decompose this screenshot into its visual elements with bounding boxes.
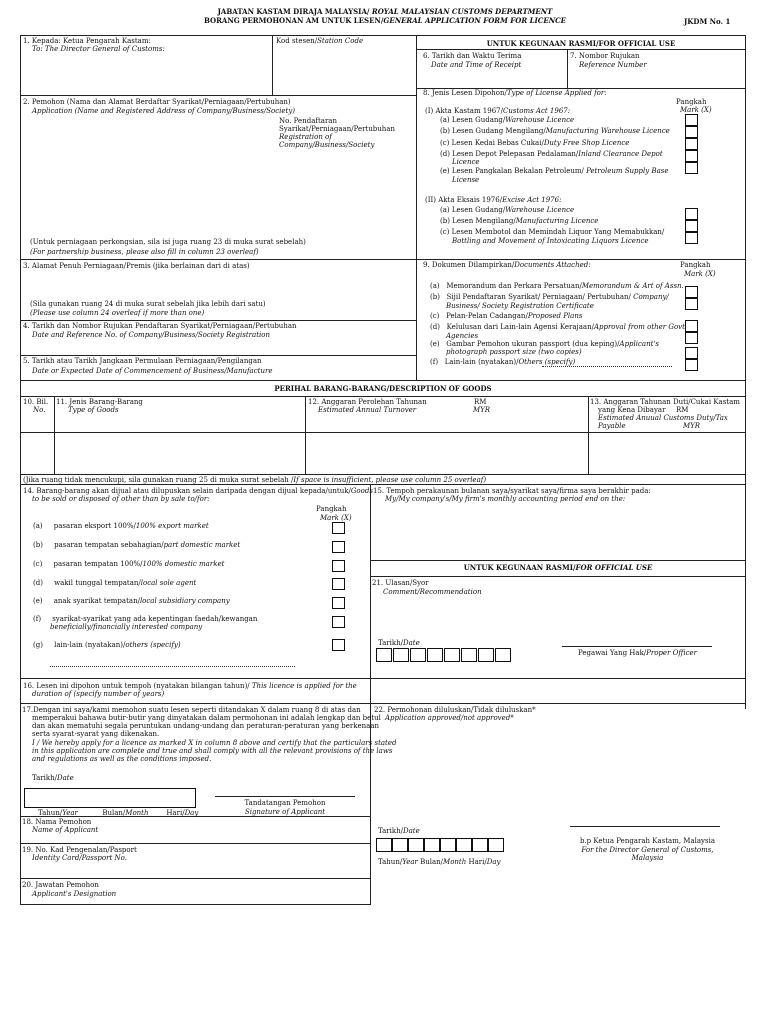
s22-signature-line[interactable] [570, 826, 720, 827]
s8-g2-b-en: Manufacturing Licence [515, 217, 599, 225]
s14-c-en: 100% domestic market [142, 560, 225, 568]
s14-ms: 14. Barang-barang akan dijual atau dilupuskan selain daripada dengan dijual kepada/untuk/ [23, 487, 351, 495]
s14-d-key: (d) [33, 579, 43, 587]
s17-year-en: Year [62, 809, 78, 817]
s8-g2-c-2: Bottling and Movement of Intoxicating Liquors Licence [452, 237, 649, 245]
s8-g1-en: Customs Act 1967: [502, 107, 571, 115]
s9-d-key: (d) [430, 323, 440, 331]
col-13-label-b: yang Kena Dibayar [598, 406, 666, 414]
s8-en: Type of License Applied for: [506, 89, 607, 97]
s21-date-en: Date [403, 639, 420, 647]
goods-overflow-ms: (Jika ruang tidak mencukupi, sila gunakan ruang 25 di muka surat sebelah / [23, 476, 294, 484]
s15-input-area[interactable] [372, 505, 744, 559]
s9-item-e-2: photograph passport size (two copies) [446, 348, 582, 356]
title2-en: GENERAL APPLICATION FORM FOR LICENCE [383, 16, 567, 25]
station-code-input[interactable] [274, 47, 414, 93]
goods-cell-turnover[interactable] [306, 433, 588, 474]
s8-g2-a-en: Warehouse Licence [505, 206, 575, 214]
col-11-label: 11. Jenis Barang-Barang [56, 398, 143, 406]
s6-label-en: Date and Time of Receipt [431, 61, 522, 69]
s19-label-en: Identity Card/Passport No. [32, 854, 127, 862]
s9-a-en: Memorandum & Art of Assn. [581, 282, 684, 290]
s14-g-en: others (specify) [125, 641, 181, 649]
s9-checkbox-c[interactable] [685, 320, 698, 332]
s14-a-ms: pasaran eksport 100%/ [53, 522, 136, 530]
s22-day-en: Day [486, 858, 501, 866]
s15-label-en: My/My company's/My firm's monthly accounting period end on the: [385, 495, 626, 503]
s8-g1-checkbox-e[interactable] [685, 162, 698, 174]
s21-date [378, 639, 420, 648]
s21-officer-ms: Pegawai Yang Hak/ [578, 649, 647, 657]
s21-label-en: Comment/Recommendation [383, 588, 482, 596]
s22-date-cells [376, 838, 516, 854]
s17-signature-label: Tandatangan Pemohon [244, 799, 326, 807]
s8-g1-b-en: Manufacturing Warehouse Licence [545, 127, 670, 135]
s9-a-key: (a) [430, 282, 440, 290]
s17-day: Hari/ [166, 809, 185, 817]
s14-item-e [33, 597, 230, 606]
s22-date [378, 827, 420, 836]
s19-input[interactable] [140, 845, 368, 877]
s21-officer [578, 649, 697, 658]
s22-date-cell-2[interactable] [392, 838, 408, 852]
s8-g2-checkbox-a[interactable] [685, 208, 698, 220]
s21-label: 21. Ulasan/Syor [372, 579, 429, 587]
goods-cell-type[interactable] [55, 433, 305, 474]
goods-overflow-note [23, 476, 486, 485]
s8-g2-c-ms: (c) Lesen Membotol dan Memindah Liquor Yang Memabukkan/ [440, 228, 665, 236]
s17-line-4: serta syarat-syarat yang dikenakan. [32, 730, 160, 738]
s8-g1-a [440, 116, 574, 125]
s9-c-ms: Pelan-Pelan Cadangan/ [446, 312, 528, 320]
s3-note: (Sila gunakan ruang 24 di muka surat sebelah jika lebih dari satu) [30, 300, 266, 308]
s14-c-key: (c) [33, 560, 43, 568]
s8-group2 [425, 196, 561, 205]
s18-label-en: Name of Applicant [32, 826, 99, 834]
s14-d-ms: wakil tunggal tempatan/ [54, 579, 141, 587]
s6-label: 6. Tarikh dan Waktu Terima [423, 52, 522, 60]
s4-label-en: Date and Reference No. of Company/Business/Society Registration [32, 331, 270, 339]
s9-mark: Pangkah [680, 261, 711, 269]
s14-c-ms: pasaran tempatan 100%/ [53, 560, 143, 568]
s14-label-en: to be sold or disposed of other than by sale to/for: [32, 495, 210, 503]
s22-date-cell-6[interactable] [456, 838, 472, 852]
s1-input-area[interactable] [22, 55, 270, 93]
s4-label: 4. Tarikh dan Nombor Rujukan Pendaftaran Syarikat/Perniagaan/Pertubuhan [23, 322, 297, 330]
s20-input[interactable] [140, 880, 368, 903]
s9-item-b [430, 293, 669, 302]
s9-item-d-2: Agencies [446, 332, 479, 340]
goods-cell-no[interactable] [21, 433, 54, 474]
s14-checkbox-a[interactable] [332, 522, 345, 534]
s14-f-ms: syarikat-syarikat yang ada kepentingan faedah/kewangan [52, 615, 258, 623]
s22-date-parts [378, 858, 500, 867]
goods-cell-duty[interactable] [589, 433, 745, 474]
s2-label-en: Application (Name and Registered Address of Company/Business/Society) [32, 107, 296, 115]
station-code-label [276, 37, 363, 46]
s8-g1-e-ms: (e) Lesen Pangkalan Bekalan Petroleum/ [440, 167, 587, 175]
s8-group1 [425, 107, 570, 116]
col-12-label: 12. Anggaran Perolehan Tahunan [308, 398, 427, 406]
s3-label: 3. Alamat Penuh Perniagaan/Premis (jika berlainan dari di atas) [23, 262, 250, 270]
s14-a-key: (a) [33, 522, 43, 530]
s14-mark-en: Mark (X) [320, 514, 352, 522]
col-13-label-a: 13. Anggaran Tahunan Duti/Cukai Kastam [590, 398, 740, 406]
s16-label-en2: duration of (specify number of years) [32, 690, 165, 698]
s8-ms: 8. Jenis Lesen Dipohon/ [423, 89, 507, 97]
s16-ms: 16. Lesen ini dipohon untuk tempoh (nyatakan bilangan tahun)/ [23, 682, 252, 690]
s8-g2-b [440, 217, 598, 226]
s17-line-en-3: and regulations as well as the conditions imposed. [32, 755, 212, 763]
s14-item-g [33, 641, 181, 650]
s17-line-2: memperakui bahawa butir-butir yang dinyatakan dalam permohonan ini adalah lengkap dan betul [32, 714, 381, 722]
station-ms: Kod stesen/ [276, 37, 318, 45]
s22-date-cell-4[interactable] [424, 838, 440, 852]
s21-date-cell-3[interactable] [410, 648, 426, 662]
s8-g2-b-ms: (b) Lesen Mengilang/ [440, 217, 516, 225]
s22-month-en: Month [443, 858, 467, 866]
col-13-rm: RM [676, 406, 689, 414]
s9-f-ms: Lain-lain (nyatakan)/ [444, 358, 519, 366]
title-ms: JABATAN KASTAM DIRAJA MALAYSIA/ [217, 7, 372, 16]
s9-e-en: Applicant's [619, 340, 659, 348]
s8-g2-checkbox-c[interactable] [685, 232, 698, 244]
s1-label-en: To: The Director General of Customs: [32, 45, 165, 53]
s14-item-d [33, 579, 196, 588]
s2-reg-2: Syarikat/Perniagaan/Pertubuhan [279, 125, 395, 133]
s8-g1-a-ms: (a) Lesen Gudang/ [440, 116, 506, 124]
s17-date [32, 774, 74, 783]
s17-line-3: dan akan mematuhi segala peruntukan undang-undang dan peraturan-peraturan yang berkenaan [32, 722, 380, 730]
s9-a-ms: Memorandum dan Perkara Persatuan/ [446, 282, 582, 290]
s17-date-box[interactable] [24, 788, 196, 808]
s21-date-cells [376, 648, 536, 664]
s9-item-c [430, 312, 582, 321]
s14-item-c [33, 560, 224, 569]
s17-date-ms: Tarikh/ [32, 774, 57, 782]
s14-item-b [33, 541, 240, 550]
col-10-label-en: No. [33, 406, 46, 414]
s17-month: Bulan/ [102, 809, 126, 817]
s20-label: 20. Jawatan Pemohon [22, 881, 99, 889]
s9-b-ms: Sijil Pendaftaran Syarikat/ Perniagaan/ Pertubuhan/ [446, 293, 634, 301]
s14-checkbox-c[interactable] [332, 560, 345, 572]
s22-month: Bulan/ [417, 858, 444, 866]
goods-overflow-en: If space is insufficient, please use column 25 overleaf) [293, 476, 487, 484]
s8-g1-d-en: Inland Clearance Depot [578, 150, 663, 158]
s9-label [423, 261, 591, 270]
s21-date-cell-8[interactable] [495, 648, 511, 662]
s8-g1-d-ms: (d) Lesen Depot Pelepasan Pedalaman/ [440, 150, 579, 158]
s2-label: 2. Pemohon (Nama dan Alamat Berdaftar Syarikat/Perniagaan/Pertubuhan) [23, 98, 291, 106]
goods-title: PERIHAL BARANG-BARANG/DESCRIPTION OF GOODS [274, 384, 492, 393]
s17-signature-label-en: Signature of Applicant [244, 808, 326, 816]
s9-en: Documents Attached: [514, 261, 591, 269]
s14-checkbox-f[interactable] [332, 616, 345, 628]
s8-g1-e-2: License [452, 176, 480, 184]
s14-e-ms: anak syarikat tempatan/ [53, 597, 140, 605]
s8-g1-ms: (I) Akta Kastam 1967/ [425, 107, 503, 115]
s5-label: 5. Tarikh atau Tarikh Jangkaan Permulaan Perniagaan/Pengilangan [23, 357, 262, 365]
s18-label: 18. Nama Pemohon [22, 818, 92, 826]
s14-checkbox-b[interactable] [332, 541, 345, 553]
official-use-title-2 [370, 564, 746, 573]
s2-input-area[interactable] [22, 116, 272, 236]
s14-checkbox-e[interactable] [332, 597, 345, 609]
s9-others-line[interactable] [542, 366, 672, 367]
s14-item-f-2: beneficially/financially interested company [50, 623, 203, 631]
s8-g1-e [440, 167, 668, 176]
s9-b-en: Company/ [633, 293, 669, 301]
s17-month-en: Month [125, 809, 149, 817]
s21-officer-en: Proper Officer [646, 649, 697, 657]
s17-year: Tahun/ [38, 809, 63, 817]
s17-date-parts [38, 809, 198, 818]
s9-b-key: (b) [430, 293, 440, 301]
col-12-myr: MYR [473, 406, 491, 414]
col-13-label-en1: Estimated Anuual Customs Duty/Tax [598, 414, 728, 422]
s22-date-ms: Tarikh/ [378, 827, 403, 835]
s17-date-en: Date [57, 774, 74, 782]
s3-note-en: (Please use column 24 overleaf if more than one) [30, 309, 205, 317]
s8-g1-c-ms: (c) Lesen Kedai Bebas Cukai/ [440, 139, 544, 147]
s9-item-a [430, 282, 684, 291]
s21-date-cell-1[interactable] [376, 648, 392, 662]
s14-checkbox-g[interactable] [332, 639, 345, 651]
s21-date-cell-4[interactable] [427, 648, 443, 662]
s9-d-en: Approval from other Govt [593, 323, 685, 331]
s2-note: (Untuk perniagaan perkongsian, sila isi juga ruang 23 di muka surat sebelah) [30, 238, 306, 246]
s8-g1-b-ms: (b) Lesen Gudang Mengilang/ [440, 127, 546, 135]
s14-others-line[interactable] [50, 666, 295, 667]
s8-g1-b [440, 127, 670, 136]
s8-g1-checkbox-d[interactable] [685, 150, 698, 162]
s22-date-cell-1[interactable] [376, 838, 392, 852]
s16-en1: This licence is applied for the [251, 682, 357, 690]
s21-comment-area[interactable] [372, 598, 744, 636]
s9-checkbox-b[interactable] [685, 298, 698, 310]
s17-line-en-1: I / We hereby apply for a licence as marked X in column 8 above and certify that the particulars stated [32, 739, 397, 747]
s17-day-en: Day [184, 809, 199, 817]
s14-b-en: part domestic market [163, 541, 241, 549]
s9-c-key: (c) [430, 312, 440, 320]
s21-date-cell-6[interactable] [461, 648, 477, 662]
s9-c-en: Proposed Plans [527, 312, 583, 320]
title-en: ROYAL MALAYSIAN CUSTOMS DEPARTMENT [371, 7, 553, 16]
s8-mark: Pangkah [676, 98, 707, 106]
s8-g1-c-en: Duty Free Shop Licence [543, 139, 630, 147]
col-12-label-en: Estimated Annual Turnover [318, 406, 417, 414]
s8-label [423, 89, 607, 98]
s8-g1-a-en: Warehouse Licence [505, 116, 575, 124]
s22-bp-en1: For the Director General of Customs, [581, 846, 714, 854]
s21-date-cell-2[interactable] [393, 648, 409, 662]
s1-label: 1. Kepada: Ketua Pengarah Kastam: [23, 37, 151, 45]
s9-checkbox-a[interactable] [685, 286, 698, 298]
s8-g1-d-2: Licence [452, 158, 480, 166]
official-use-title-1: UNTUK KEGUNAAN RASMI/FOR OFFICIAL USE [486, 39, 676, 48]
s22-date-cell-7[interactable] [472, 838, 488, 852]
s8-g2-checkbox-b[interactable] [685, 220, 698, 232]
s9-item-b-2: Business/ Society Registration Certificate [446, 302, 594, 310]
col-11-label-en: Type of Goods [68, 406, 119, 414]
s22-year: Tahun/ [378, 858, 403, 866]
s8-g2-a [440, 206, 574, 215]
s14-mark: Pangkah [316, 505, 347, 513]
s22-date-cell-3[interactable] [408, 838, 424, 852]
col-13-myr: MYR [683, 422, 701, 430]
s8-mark-en: Mark (X) [680, 106, 712, 114]
s22-date-cell-8[interactable] [488, 838, 504, 852]
s14-item-a [33, 522, 209, 531]
s21-date-ms: Tarikh/ [378, 639, 403, 647]
col-12-rm: RM [474, 398, 487, 406]
s22-label-en: Application approved/not approved* [385, 714, 514, 722]
s22-bp-en2: Malaysia [631, 854, 664, 862]
s9-d-ms: Kelulusan dari Lain-lain Agensi Kerajaan/ [446, 323, 594, 331]
s15-label: 15. Tempoh perakaunan bulanan saya/syarikat saya/firma saya berakhir pada: [373, 487, 651, 495]
s9-checkbox-e[interactable] [685, 347, 698, 359]
title2-ms: BORANG PERMOHONAN AM UNTUK LESEN/ [203, 16, 384, 25]
s14-b-key: (b) [33, 541, 43, 549]
s8-g2-en: Excise Act 1976: [502, 196, 562, 204]
s2-reg-3: Registration of [279, 133, 332, 141]
s8-g2-a-ms: (a) Lesen Gudang/ [440, 206, 506, 214]
s20-label-en: Applicant's Designation [32, 890, 117, 898]
s3-input-area[interactable] [22, 272, 414, 298]
s21-date-cell-5[interactable] [444, 648, 460, 662]
s9-checkbox-d[interactable] [685, 332, 698, 344]
s17-line-en-2: in this application are complete and true and shall comply with all the relevant provisions of the laws [32, 747, 393, 755]
s9-f-en: Others (specify) [518, 358, 576, 366]
s17-signature-line[interactable] [215, 796, 355, 797]
s22-date-cell-5[interactable] [440, 838, 456, 852]
s2-note-en: (For partnership business, please also fill in column 23 overleaf) [30, 248, 259, 256]
s7-label-en: Reference Number [579, 61, 647, 69]
s2-reg-1: No. Pendaftaran [279, 117, 337, 125]
s22-bp: b.p Ketua Pengarah Kastam, Malaysia [579, 837, 716, 845]
s8-g1-checkbox-c[interactable] [685, 138, 698, 150]
station-en: Station Code [317, 37, 364, 45]
s14-d-en: local sole agent [140, 579, 197, 587]
s17-line-1: 17.Dengan ini saya/kami memohon suatu lesen seperti ditandakan X dalam ruang 8 di atas dan [22, 706, 361, 714]
s22-year-en: Year [402, 858, 418, 866]
s14-f-key: (f) [33, 615, 42, 623]
s14-e-key: (e) [33, 597, 43, 605]
s8-g2-ms: (II) Akta Eksais 1976/ [425, 196, 503, 204]
s5-label-en: Date or Expected Date of Commencement of Business/Manufacture [32, 367, 273, 375]
s8-g1-c [440, 139, 629, 148]
s8-g1-e-en: Petroleum Supply Base [586, 167, 669, 175]
s8-g2-c [440, 228, 664, 237]
col-10-label: 10. Bil. [23, 398, 49, 406]
s9-f-key: (f) [430, 358, 439, 366]
form-title-line2 [150, 17, 620, 26]
s9-item-d [430, 323, 685, 332]
s19-label: 19. No. Kad Pengenalan/Pasport [22, 846, 137, 854]
s21-date-cell-7[interactable] [478, 648, 494, 662]
s14-b-ms: pasaran tempatan sebahagian/ [54, 541, 164, 549]
s22-label: 22. Permohonan diluluskan/Tidak diluluskan* [374, 706, 536, 714]
s9-checkbox-f[interactable] [685, 359, 698, 371]
s8-g1-checkbox-b[interactable] [685, 126, 698, 138]
form-number: JKDM No. 1 [684, 17, 731, 26]
s14-goods: Goods [350, 487, 373, 495]
col-13-label-en2: Payable [598, 422, 626, 430]
s2-reg-4: Company/Business/Society [279, 141, 375, 149]
s9-e-key: (e) [430, 340, 440, 348]
s14-checkbox-d[interactable] [332, 578, 345, 590]
s14-g-ms: lain-lain (nyatakan)/ [54, 641, 126, 649]
s8-g1-checkbox-a[interactable] [685, 114, 698, 126]
s22-day: Hari/ [466, 858, 487, 866]
s9-mark-en: Mark (X) [684, 270, 716, 278]
s14-e-en: local subsidiary company [139, 597, 230, 605]
s22-date-en: Date [403, 827, 420, 835]
official2-en: FOR OFFICIAL USE [575, 563, 653, 572]
s9-e-ms: Gambar Pemohon ukuran passport (dua keping)/ [446, 340, 620, 348]
official2-ms: UNTUK KEGUNAAN RASMI/ [463, 563, 576, 572]
s9-ms: 9. Dokumen Dilampirkan/ [423, 261, 515, 269]
s7-label: 7. Nombor Rujukan [570, 52, 640, 60]
s14-g-key: (g) [33, 641, 43, 649]
s18-input[interactable] [140, 818, 368, 842]
s14-a-en: 100% export market [135, 522, 209, 530]
